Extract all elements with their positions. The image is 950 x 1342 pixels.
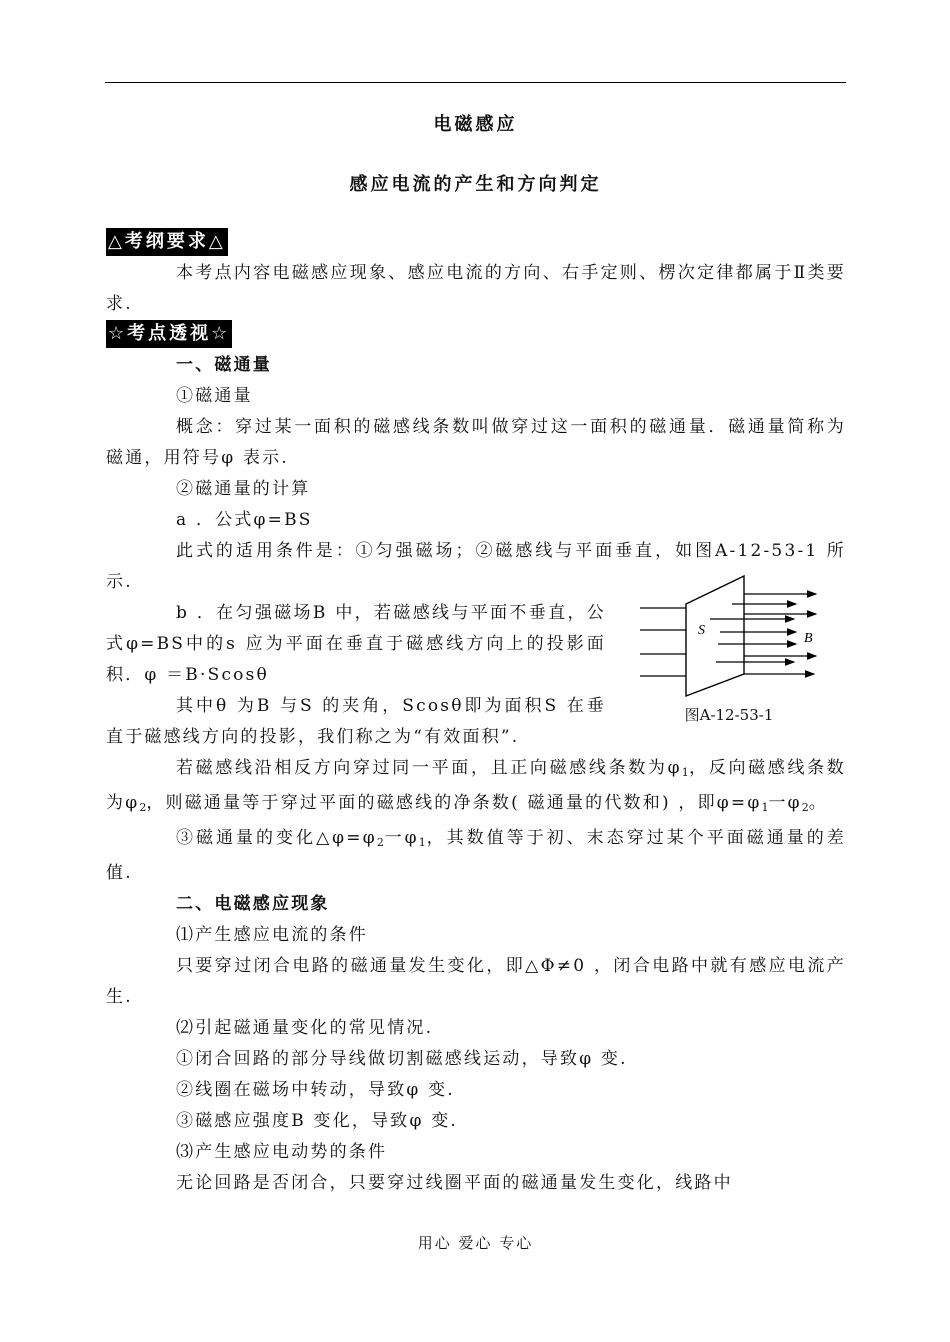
section-title: 感应电流的产生和方向判定 — [349, 174, 602, 195]
opposite-text: 若磁感线沿相反方向穿过同一平面，且正向磁感线条数为$\varphi_1$，反向磁感线条数为$\varphi_2$，则磁通量等于穿过平面的磁感线的净条数( 磁通量的代数和) ，即$\varphi=\varphi_1$一$\varphi_2$。 — [106, 758, 846, 814]
requirements-text: 本考点内容电磁感应现象、感应电流的方向、右手定则、楞次定律都属于Ⅱ类要求. — [106, 263, 846, 314]
header-rule — [105, 82, 846, 83]
flux-diagram — [636, 574, 822, 698]
field-lines-back — [640, 608, 686, 676]
concept-text: 概念：穿过某一面积的磁感线条数叫做穿过这一面积的磁通量．磁通量简称为磁通，用符号φ 表示. — [106, 417, 846, 468]
emf-title: ⑶产生感应电动势的条件 — [176, 1142, 388, 1162]
theta-text: 其中θ 为B 与S 的夹角，Scosθ即为面积S 在垂直于磁感线方向的投影，我们称之为“有效面积”. — [106, 696, 606, 747]
figure-caption: 图A-12-53-1 — [684, 706, 774, 724]
perspective-tag: ☆考点透视☆ — [106, 320, 232, 348]
label-s: S — [698, 623, 705, 638]
heading-magnetic-flux: 一、磁通量 — [176, 355, 272, 375]
flux-figure — [636, 574, 822, 724]
page-title: 电磁感应 — [433, 114, 518, 135]
area-plane — [686, 576, 744, 696]
item-magnetic-flux: ①磁通量 — [176, 386, 253, 406]
emf-text: 无论回路是否闭合，只要穿过线圈平面的磁通量发生变化，线路中 — [176, 1173, 733, 1193]
cond-title: ⑴产生感应电流的条件 — [176, 925, 368, 945]
change-text: ③磁通量的变化$\triangle\varphi=\varphi_2$一$\varphi_1$，其数值等于初、末态穿过某个平面磁通量的差值. — [106, 828, 847, 883]
document-body — [106, 258, 846, 1199]
requirements-tag: △考纲要求△ — [106, 228, 228, 256]
label-b: B — [804, 631, 813, 646]
case-3: ③磁感应强度B 变化，导致φ 变. — [176, 1111, 459, 1131]
condition-text: 此式的适用条件是：①匀强磁场；②磁感线与平面垂直，如图A-12-53-1 所示. — [106, 541, 846, 592]
common-title: ⑵引起磁通量变化的常见情况. — [176, 1018, 434, 1038]
heading-em-induction: 二、电磁感应现象 — [176, 894, 330, 914]
item-flux-calc: ②磁通量的计算 — [176, 479, 311, 499]
b-text: b ．在匀强磁场B 中，若磁感线与平面不垂直，公式φ=BS中的s 应为平面在垂直于磁感线方向上的投影面积．φ ＝B·Scosθ — [106, 603, 606, 685]
case-2: ②线圈在磁场中转动，导致φ 变. — [176, 1080, 455, 1100]
page-footer: 用心 爱心 专心 — [417, 1234, 534, 1252]
case-1: ①闭合回路的部分导线做切割磁感线运动，导致φ 变. — [176, 1049, 628, 1069]
formula-a: a ．公式φ=BS — [176, 510, 313, 530]
cond-text: 只要穿过闭合电路的磁通量发生变化，即△Φ≠0 ，闭合电路中就有感应电流产生. — [106, 956, 846, 1007]
